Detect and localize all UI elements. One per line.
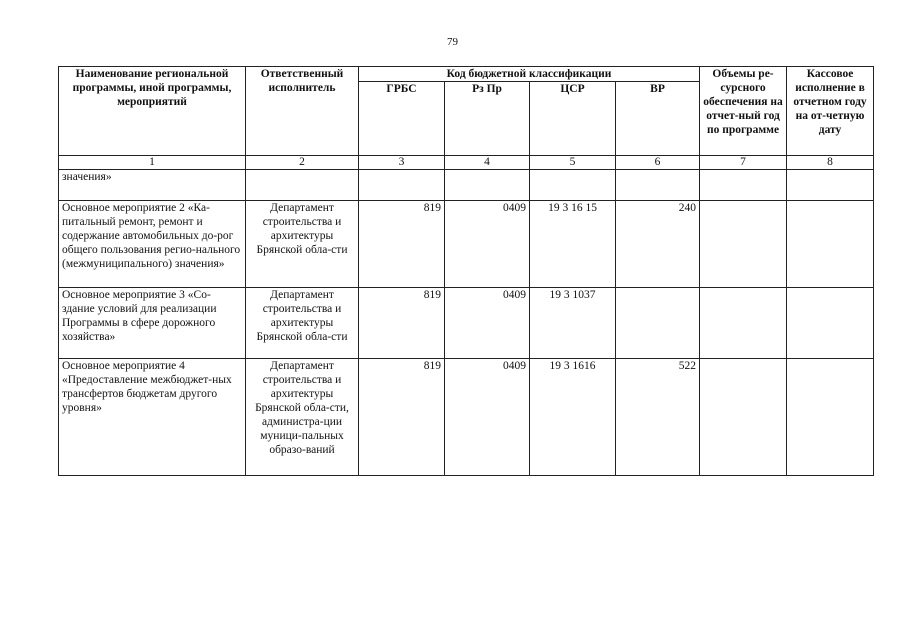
row-grbs: 819 xyxy=(359,201,445,288)
row-grbs: 819 xyxy=(359,288,445,359)
column-number-row xyxy=(59,156,874,170)
column-number: 4 xyxy=(445,156,530,170)
row-rzpr: 0409 xyxy=(445,359,530,476)
row-rzpr: 0409 xyxy=(445,288,530,359)
table-row xyxy=(59,288,874,359)
header-vr: ВР xyxy=(616,82,700,156)
page-number: 79 xyxy=(447,36,458,48)
row-rzpr xyxy=(445,170,530,201)
column-number: 7 xyxy=(700,156,787,170)
table-row xyxy=(59,359,874,476)
header-cash: Кассовое исполнение в отчетном году на от-четную дату xyxy=(787,67,874,156)
row-vr: 240 xyxy=(616,201,700,288)
row-vr: 522 xyxy=(616,359,700,476)
row-executor: Департамент строительства и архитектуры Брянской обла-сти xyxy=(246,201,359,288)
header-grbs: ГРБС xyxy=(359,82,445,156)
row-name: значения» xyxy=(59,170,246,201)
row-name: Основное мероприятие 2 «Ка-питальный ремонт, ремонт и содержание автомобильных до-рог общего пользования регио-нального (межмуниципального) значения» xyxy=(59,201,246,288)
header-row-main xyxy=(59,67,874,82)
row-name: Основное мероприятие 4 «Предоставление межбюджет-ных трансфертов бюджетам другого уровня» xyxy=(59,359,246,476)
header-name: Наименование региональной программы, иной программы, мероприятий xyxy=(59,67,246,156)
row-vr xyxy=(616,170,700,201)
table-row xyxy=(59,201,874,288)
row-cash xyxy=(787,359,874,476)
row-grbs xyxy=(359,170,445,201)
row-rzpr: 0409 xyxy=(445,201,530,288)
row-name: Основное мероприятие 3 «Со-здание условий для реализации Программы в сфере дорожного хозяйства» xyxy=(59,288,246,359)
column-number: 5 xyxy=(530,156,616,170)
header-rzpr: Рз Пр xyxy=(445,82,530,156)
row-cash xyxy=(787,170,874,201)
row-csr xyxy=(530,170,616,201)
budget-report-table xyxy=(58,66,874,476)
header-executor: Ответственный исполнитель xyxy=(246,67,359,156)
row-volume xyxy=(700,170,787,201)
column-number: 3 xyxy=(359,156,445,170)
row-cash xyxy=(787,288,874,359)
row-csr: 19 3 1616 xyxy=(530,359,616,476)
column-number: 8 xyxy=(787,156,874,170)
row-volume xyxy=(700,201,787,288)
row-csr: 19 3 16 15 xyxy=(530,201,616,288)
header-budget-code: Код бюджетной классификации xyxy=(359,67,700,82)
table-row xyxy=(59,170,874,201)
column-number: 1 xyxy=(59,156,246,170)
row-volume xyxy=(700,288,787,359)
row-executor xyxy=(246,170,359,201)
row-cash xyxy=(787,201,874,288)
row-vr xyxy=(616,288,700,359)
row-executor: Департамент строительства и архитектуры Брянской обла-сти, администра-ции муници-пальных образо-ваний xyxy=(246,359,359,476)
row-volume xyxy=(700,359,787,476)
column-number: 2 xyxy=(246,156,359,170)
header-volume: Объемы ре-сурсного обеспечения на отчет-ный год по программе xyxy=(700,67,787,156)
row-grbs: 819 xyxy=(359,359,445,476)
header-csr: ЦСР xyxy=(530,82,616,156)
row-csr: 19 3 1037 xyxy=(530,288,616,359)
row-executor: Департамент строительства и архитектуры Брянской обла-сти xyxy=(246,288,359,359)
column-number: 6 xyxy=(616,156,700,170)
